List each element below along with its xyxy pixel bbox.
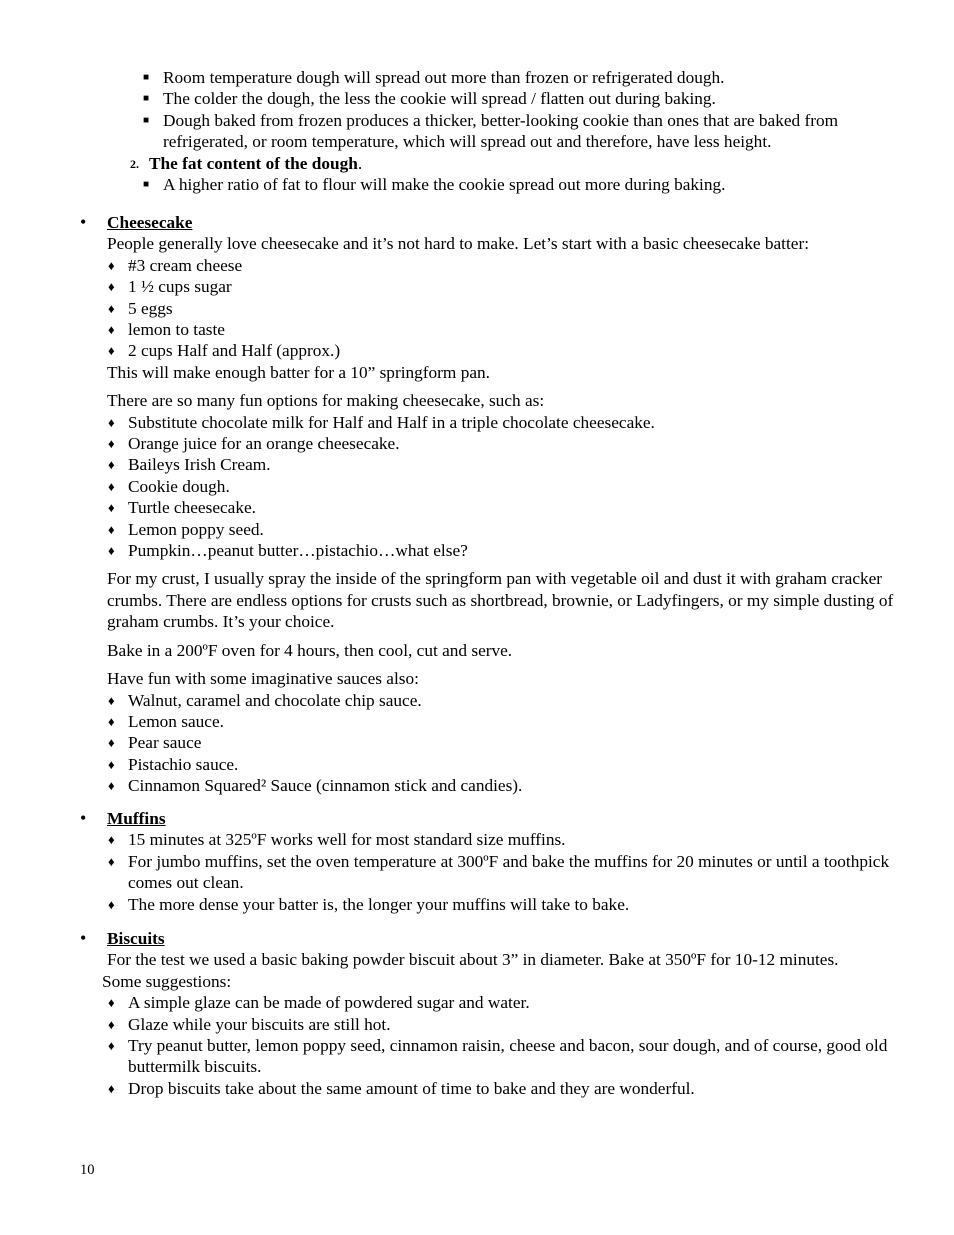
list-item: ♦ Pear sauce [108,733,202,753]
list-item: ♦ 15 minutes at 325ºF works well for most standard size muffins. [108,830,566,850]
dough-temperature-list [0,67,954,195]
diamond-bullet-icon: ♦ [108,500,115,516]
list-item: ■ Room temperature dough will spread out more than frozen or refrigerated dough. [143,68,725,87]
list-item: ♦ Try peanut butter, lemon poppy seed, cinnamon raisin, cheese and bacon, sour dough, and of course, good old buttermilk biscuits. [108,1036,888,1077]
diamond-bullet-icon: ♦ [108,853,115,869]
list-item: ♦ Substitute chocolate milk for Half and Half in a triple chocolate cheesecake. [108,412,655,432]
round-bullet-icon: • [80,928,87,948]
list-item: ♦ Orange juice for an orange cheesecake. [108,434,400,454]
list-item: ■ Dough baked from frozen produces a thicker, better-looking cookie than ones that are baked from refrigerated, or room temperature, which will spread out and therefore, have less height. [143,110,839,152]
list-item: ■ A higher ratio of fat to flour will make the cookie spread out more during baking. [143,175,726,195]
diamond-bullet-icon: ♦ [108,436,115,452]
section-title: Muffins [107,809,166,828]
diamond-bullet-icon: ♦ [108,1038,115,1054]
list-item: ♦ A simple glaze can be made of powdered sugar and water. [108,993,530,1013]
diamond-bullet-icon: ♦ [108,478,115,494]
diamond-bullet-icon: ♦ [108,778,115,794]
diamond-bullet-icon: ♦ [108,692,115,708]
diamond-bullet-icon: ♦ [108,279,115,295]
muffins-section [0,808,954,915]
diamond-bullet-icon: ♦ [108,756,115,772]
list-item: ♦ lemon to taste [108,320,225,340]
diamond-bullet-icon: ♦ [108,832,115,848]
list-item: ♦ 2 cups Half and Half (approx.) [108,341,341,361]
diamond-bullet-icon: ♦ [108,896,115,912]
diamond-bullet-icon: ♦ [108,1016,115,1032]
diamond-bullet-icon: ♦ [108,995,115,1011]
square-bullet-icon: ■ [143,179,150,191]
crust-paragraph: For my crust, I usually spray the inside of the springform pan with vegetable oil and dust it with graham cracker crumbs. There are endless options for crusts such as shortbread, brownie, or Ladyfingers, or my simple dusting of graham crumbs. It’s your choice. [107,569,894,632]
diamond-bullet-icon: ♦ [108,457,115,473]
list-item: ♦ Turtle cheesecake. [108,498,256,518]
diamond-bullet-icon: ♦ [108,300,115,316]
bake-paragraph: Bake in a 200ºF oven for 4 hours, then cool, cut and serve. [107,640,513,660]
diamond-bullet-icon: ♦ [108,257,115,273]
options-intro: There are so many fun options for making cheesecake, such as: [107,391,545,411]
sauces-intro: Have fun with some imaginative sauces also: [107,669,419,689]
suggestions-intro: Some suggestions: [102,971,232,991]
diamond-bullet-icon: ♦ [108,1080,115,1096]
cheesecake-intro: People generally love cheesecake and it’s not hard to make. Let’s start with a basic cheesecake batter: [107,234,809,254]
section-title: Biscuits [107,929,165,948]
list-item: ♦ 5 eggs [108,298,173,318]
diamond-bullet-icon: ♦ [108,414,115,430]
heading-number: 2. [130,156,139,171]
diamond-bullet-icon: ♦ [108,322,115,338]
list-item: ♦ Walnut, caramel and chocolate chip sauce. [108,690,422,710]
list-item: ♦ Cookie dough. [108,476,230,496]
list-item: ♦ Lemon sauce. [108,711,224,731]
diamond-bullet-icon: ♦ [108,543,115,559]
numbered-heading: 2. The fat content of the dough. [0,153,889,174]
round-bullet-icon: • [80,808,87,828]
list-item: ■ The colder the dough, the less the cookie will spread / flatten out during baking. [143,89,716,109]
square-bullet-icon: ■ [143,114,150,126]
diamond-bullet-icon: ♦ [108,343,115,359]
list-item: ♦ Pumpkin…peanut butter…pistachio…what else? [108,541,468,561]
list-item: ♦ The more dense your batter is, the longer your muffins will take to bake. [108,894,630,914]
biscuits-section [0,928,954,1099]
page-number: 10 [80,1162,95,1178]
list-item: ♦ Glaze while your biscuits are still hot. [108,1014,391,1034]
square-bullet-icon: ■ [143,93,150,105]
diamond-bullet-icon: ♦ [108,713,115,729]
round-bullet-icon: • [80,212,87,232]
list-item: ♦ Pistachio sauce. [108,754,239,774]
list-item: ♦ Cinnamon Squared² Sauce (cinnamon stick and candies). [108,776,523,796]
batter-note: This will make enough batter for a 10” springform pan. [107,362,490,382]
list-item: ♦ Drop biscuits take about the same amount of time to bake and they are wonderful. [108,1078,695,1098]
list-item: ♦ #3 cream cheese [108,255,243,275]
list-item: ♦ 1 ½ cups sugar [108,277,232,297]
heading-text: The fat content of the dough [149,153,358,173]
list-item: ♦ For jumbo muffins, set the oven temperature at 300ºF and bake the muffins for 20 minutes or until a toothpick comes out clean. [108,851,890,893]
diamond-bullet-icon: ♦ [108,521,115,537]
biscuits-intro: For the test we used a basic baking powder biscuit about 3” in diameter. Bake at 350ºF for 10-12 minutes. [107,950,839,970]
cheesecake-section [0,212,954,797]
list-item: ♦ Lemon poppy seed. [108,519,264,539]
list-item: ♦ Baileys Irish Cream. [108,455,271,475]
square-bullet-icon: ■ [143,72,150,83]
diamond-bullet-icon: ♦ [108,735,115,751]
section-title: Cheesecake [107,213,193,232]
